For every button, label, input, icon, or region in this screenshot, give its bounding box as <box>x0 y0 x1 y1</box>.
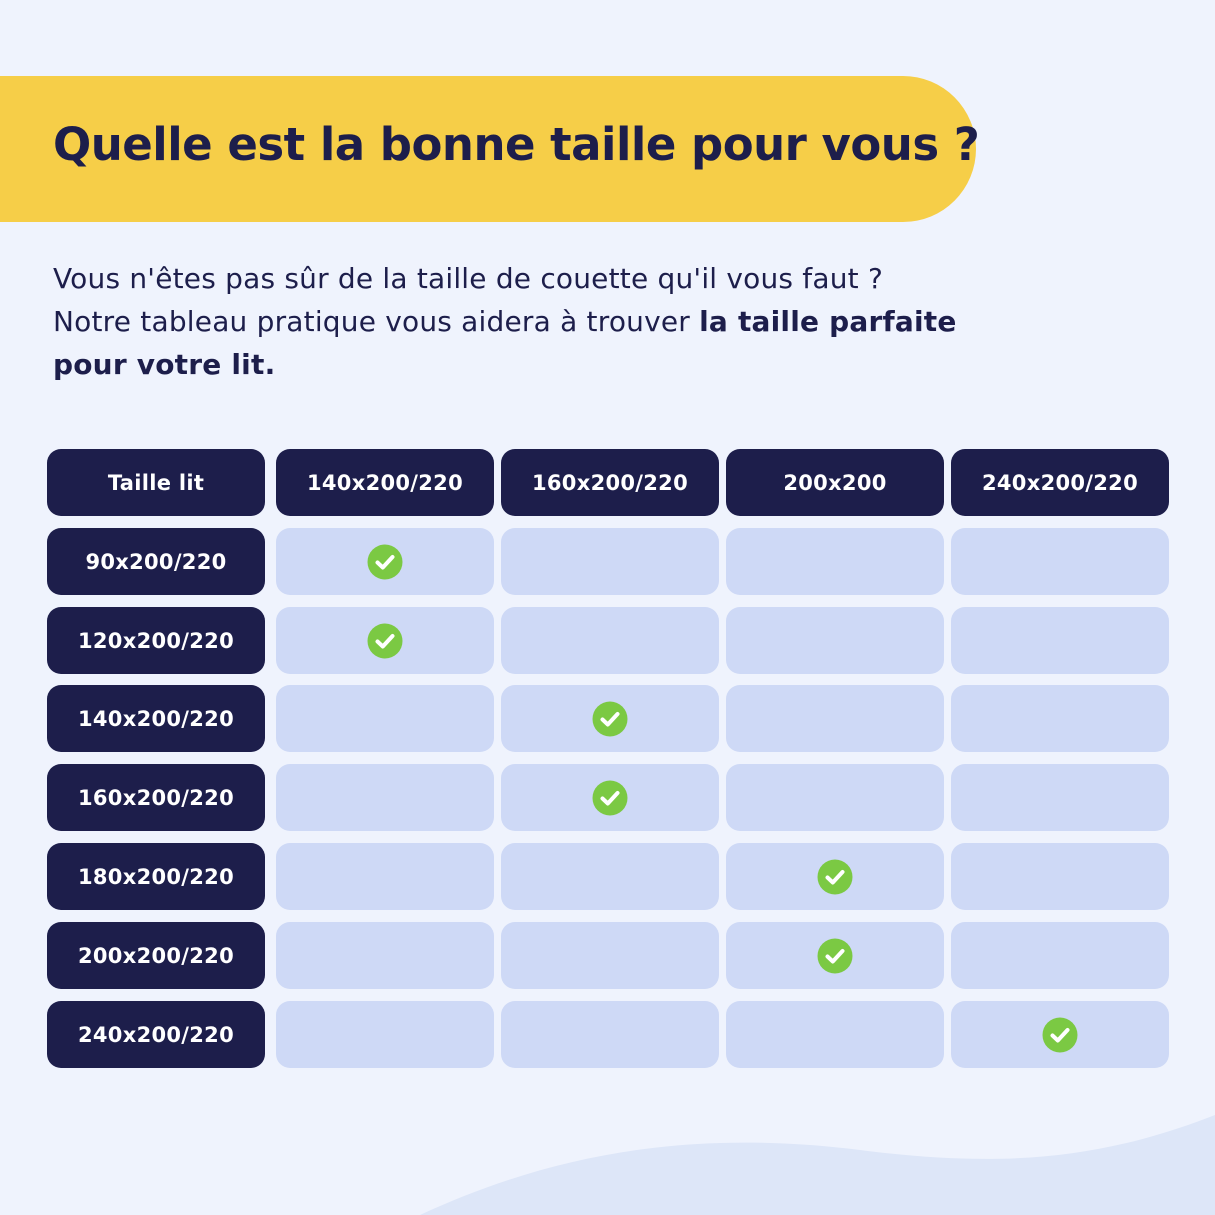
intro-text <box>53 257 1013 386</box>
table-header-column: 140x200/220 <box>276 449 494 516</box>
table-cell-empty <box>501 607 719 674</box>
table-cell-empty <box>501 922 719 989</box>
table-cell-empty <box>726 528 944 595</box>
intro-line-3-emphasis: pour votre lit. <box>53 348 276 381</box>
table-cell-match <box>276 528 494 595</box>
table-cell-empty <box>951 764 1169 831</box>
table-cell-empty <box>726 1001 944 1068</box>
check-circle-icon <box>592 780 628 816</box>
check-circle-icon <box>367 544 403 580</box>
table-cell-match <box>726 922 944 989</box>
intro-line-1: Vous n'êtes pas sûr de la taille de couette qu'il vous faut ? <box>53 262 884 295</box>
table-cell-match <box>276 607 494 674</box>
table-cell-empty <box>276 922 494 989</box>
table-header-bed-size: Taille lit <box>47 449 265 516</box>
table-cell-match <box>951 1001 1169 1068</box>
table-cell-empty <box>951 528 1169 595</box>
table-cell-empty <box>501 1001 719 1068</box>
table-row-label: 200x200/220 <box>47 922 265 989</box>
table-cell-empty <box>276 1001 494 1068</box>
table-header-column: 200x200 <box>726 449 944 516</box>
table-cell-empty <box>951 607 1169 674</box>
table-header-column: 160x200/220 <box>501 449 719 516</box>
check-circle-icon <box>367 623 403 659</box>
table-row-label: 160x200/220 <box>47 764 265 831</box>
table-row-label: 180x200/220 <box>47 843 265 910</box>
table-header-column: 240x200/220 <box>951 449 1169 516</box>
table-cell-match <box>501 685 719 752</box>
table-cell-empty <box>501 843 719 910</box>
table-cell-empty <box>726 764 944 831</box>
table-row-label: 140x200/220 <box>47 685 265 752</box>
table-cell-empty <box>501 528 719 595</box>
intro-line-3 <box>53 343 1013 386</box>
check-circle-icon <box>592 701 628 737</box>
check-circle-icon <box>1042 1017 1078 1053</box>
table-cell-empty <box>726 607 944 674</box>
table-cell-match <box>501 764 719 831</box>
intro-line-2-text: Notre tableau pratique vous aidera à trouver <box>53 305 700 338</box>
table-row-label: 90x200/220 <box>47 528 265 595</box>
table-cell-empty <box>951 922 1169 989</box>
intro-line-2-emphasis: la taille parfaite <box>699 305 957 338</box>
check-circle-icon <box>817 938 853 974</box>
intro-line-2 <box>53 300 1013 343</box>
table-row-label: 120x200/220 <box>47 607 265 674</box>
table-row-label: 240x200/220 <box>47 1001 265 1068</box>
check-circle-icon <box>817 859 853 895</box>
table-cell-empty <box>276 843 494 910</box>
table-cell-empty <box>276 764 494 831</box>
table-cell-empty <box>951 843 1169 910</box>
table-cell-empty <box>726 685 944 752</box>
table-cell-empty <box>276 685 494 752</box>
table-cell-match <box>726 843 944 910</box>
table-cell-empty <box>951 685 1169 752</box>
page-title: Quelle est la bonne taille pour vous ? <box>53 118 980 171</box>
